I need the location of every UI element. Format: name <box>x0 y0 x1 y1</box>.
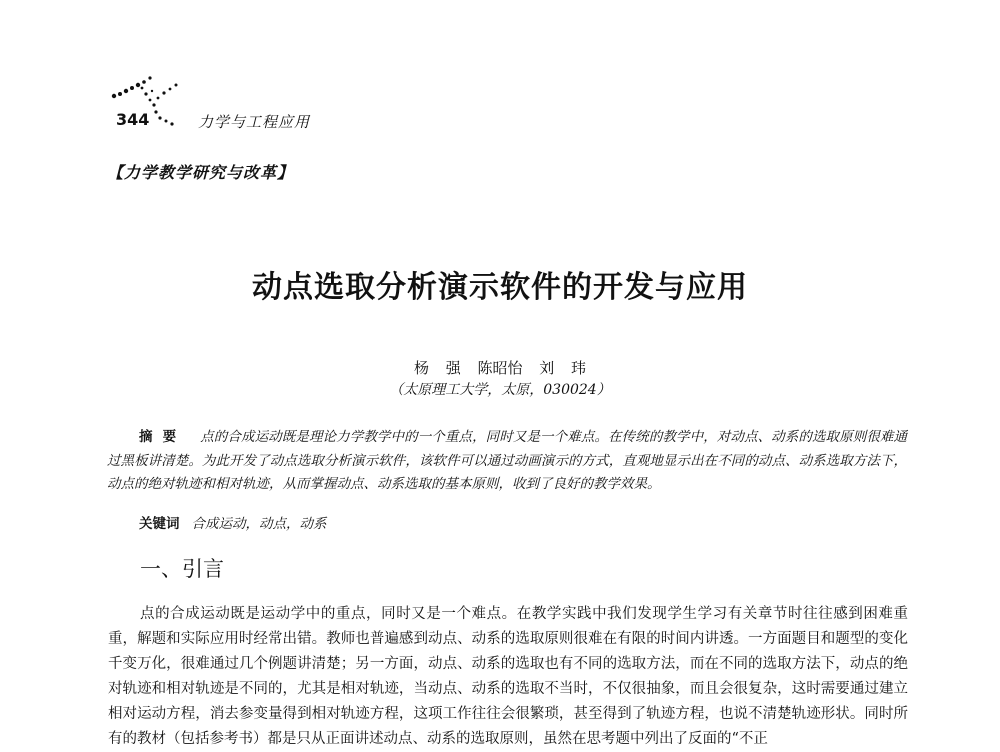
abstract <box>107 426 907 497</box>
abstract-text: 点的合成运动既是理论力学教学中的一个重点，同时又是一个难点。在传统的教学中，对动点、动系的选取原则很难通过黑板讲清楚。为此开发了动点选取分析演示软件，该软件可以通过动画演示的方式，直观地显示出在不同的动点、动系选取方法下，动点的绝对轨迹和相对轨迹，从而掌握动点、动系选取的基本原则，收到了良好的教学效果。 <box>107 429 908 492</box>
keywords-text: 合成运动，动点，动系 <box>191 516 327 532</box>
keywords-label: 关键词 <box>139 516 180 532</box>
body-paragraph: 点的合成运动既是运动学中的重点，同时又是一个难点。在教学实践中我们发现学生学习有关章节时往往感到困难重重，解题和实际应用时经常出错。教师也普遍感到动点、动系的选取原则很难在有限的时间内讲透。一方面题目和题型的变化千变万化，很难通过几个例题讲清楚；另一方面，动点、动系的选取也有不同的选取方法，而在不同的选取方法下，动点的绝对轨迹和相对轨迹是不同的，尤其是相对轨迹，当动点、动系的选取不当时，不仅很抽象，而且会很复杂，这时需要通过建立相对运动方程，消去参变量得到相对轨迹方程，这项工作往往会很繁琐，甚至得到了轨迹方程，也说不清楚轨迹形状。同时所有的教材（包括参考书）都是只从正面讲述动点、动系的选取原则，虽然在思考题中列出了反面的“不正 <box>108 606 908 747</box>
article-title: 动点选取分析演示软件的开发与应用 <box>252 270 748 305</box>
affiliation: （太原理工大学，太原，030024） <box>389 382 611 398</box>
journal-name: 力学与工程应用 <box>198 113 311 131</box>
section-heading: 一、引言 <box>140 557 224 581</box>
keywords <box>139 512 327 532</box>
page-number: 344 <box>116 110 150 129</box>
abstract-label: 摘要 <box>139 429 187 445</box>
authors: 杨 强 陈昭怡 刘 玮 <box>413 359 587 377</box>
section-tag: 【力学教学研究与改革】 <box>107 163 295 182</box>
